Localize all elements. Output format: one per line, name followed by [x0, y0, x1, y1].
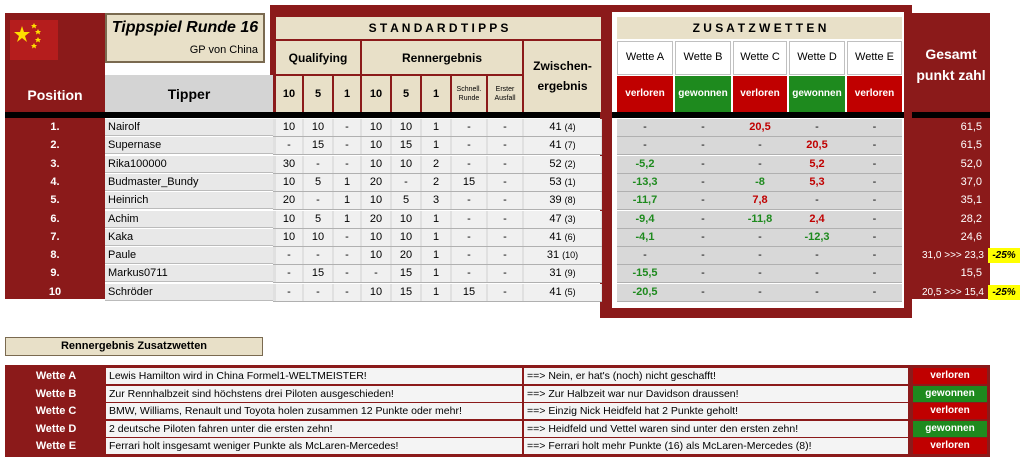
wette-a-value: - — [643, 249, 647, 261]
cell-r5: 10 — [392, 229, 420, 246]
total-cell: 20,5 >>> 15,4 — [921, 286, 984, 298]
tipper-name: Budmaster_Bundy — [105, 174, 273, 191]
wette-b-value: - — [701, 176, 705, 188]
wette-result-badge: gewonnen — [675, 76, 731, 112]
cell-r10: 20 — [362, 174, 390, 191]
wette-c-value: 7,8 — [752, 194, 768, 206]
cell-ea: - — [488, 284, 522, 301]
cell-ea: - — [488, 137, 522, 154]
wette-result-badge: verloren — [847, 76, 902, 112]
cell-ea: - — [488, 211, 522, 228]
zwischen-value: 41 — [549, 231, 562, 243]
cell-r5: 15 — [392, 265, 420, 282]
zusatzwetten-title: Z U S A T Z W E T T E N — [617, 17, 902, 39]
zwischen-rank: (7) — [564, 140, 576, 150]
tipper-name: Supernase — [105, 137, 273, 154]
qualifying-header: Qualifying — [276, 41, 360, 74]
cell-r5: 10 — [392, 211, 420, 228]
wette-a-value: -4,1 — [635, 231, 655, 243]
cell-r10: 20 — [362, 211, 390, 228]
cell-r10: 10 — [362, 284, 390, 301]
position-cell: 7. — [50, 231, 60, 243]
cell-sr: - — [452, 192, 486, 209]
cell-sr: - — [452, 137, 486, 154]
cell-r1: 1 — [422, 211, 450, 228]
zwischen-cell — [524, 211, 601, 228]
wette-c-value: - — [758, 231, 762, 243]
col-q5: 5 — [304, 76, 332, 112]
wette-a-value: -11,7 — [632, 194, 658, 206]
cell-q1: - — [334, 137, 360, 154]
cell-r1: 1 — [422, 119, 450, 136]
zwischen-rank: (2) — [564, 159, 576, 169]
zwischen-cell — [524, 284, 601, 301]
wette-c-value: - — [758, 286, 762, 298]
total-cell: 15,5 — [960, 267, 982, 279]
zwischen-rank: (5) — [564, 287, 576, 297]
tipper-name: Markus0711 — [105, 265, 273, 282]
bottom-wette-label: Wette A — [35, 369, 77, 382]
col-q10: 10 — [276, 76, 302, 112]
cell-sr: - — [452, 265, 486, 282]
wette-a-value: -5,2 — [635, 158, 655, 170]
bottom-answer: ==> Einzig Nick Heidfeld hat 2 Punkte geholt! — [524, 403, 908, 419]
wette-b-value: - — [701, 249, 705, 261]
cell-r1: 1 — [422, 247, 450, 264]
cell-r5: 20 — [392, 247, 420, 264]
total-cell: 37,0 — [960, 176, 982, 188]
page-subtitle: GP von China — [189, 43, 258, 56]
wette-header-c: Wette C — [733, 41, 787, 75]
cell-sr: - — [452, 211, 486, 228]
zwischen-value: 41 — [549, 139, 562, 151]
tipper-name: Paule — [105, 247, 273, 264]
wette-header-e: Wette E — [847, 41, 902, 75]
cell-r1: 2 — [422, 156, 450, 173]
wette-result-badge: verloren — [617, 76, 673, 112]
cell-q5: - — [304, 247, 332, 264]
cell-ea: - — [488, 156, 522, 173]
wette-e-value: - — [872, 286, 877, 298]
wette-b-value: - — [701, 231, 705, 243]
wette-b-value: - — [701, 139, 705, 151]
tipper-name: Kaka — [105, 229, 273, 246]
wette-result-badge: gewonnen — [789, 76, 845, 112]
zwischen-value: 41 — [549, 286, 562, 298]
bottom-wette-label: Wette E — [35, 439, 77, 452]
wette-header-d: Wette D — [789, 41, 845, 75]
cell-r10: - — [362, 265, 390, 282]
col-erster: Erster Ausfall — [488, 76, 522, 112]
cell-r10: 10 — [362, 229, 390, 246]
zwischen-cell — [524, 156, 601, 173]
total-cell: 31,0 >>> 23,3 — [921, 249, 984, 261]
col-schnell: Schnell. Runde — [452, 76, 486, 112]
zwischen-rank: (9) — [564, 268, 576, 278]
cell-q1: - — [334, 265, 360, 282]
col-r5: 5 — [392, 76, 420, 112]
wette-e-value: - — [872, 121, 877, 133]
col-r1: 1 — [422, 76, 450, 112]
wette-header-a: Wette A — [617, 41, 673, 75]
wette-e-value: - — [872, 158, 877, 170]
cell-r5: 15 — [392, 137, 420, 154]
cell-q1: 1 — [334, 174, 360, 191]
cell-ea: - — [488, 247, 522, 264]
wette-e-value: - — [872, 139, 877, 151]
cell-q1: - — [334, 229, 360, 246]
bottom-wette-label: Wette C — [35, 404, 77, 417]
bottom-title: Rennergebnis Zusatzwetten — [5, 337, 263, 356]
cell-q10: - — [276, 265, 302, 282]
cell-q10: 10 — [276, 229, 302, 246]
wette-c-value: 20,5 — [749, 121, 771, 133]
penalty-badge: -25% — [988, 248, 1020, 263]
tipper-name: Achim — [105, 211, 273, 228]
china-flag-icon — [10, 20, 58, 60]
zwischen-cell — [524, 174, 601, 191]
cell-ea: - — [488, 265, 522, 282]
cell-r1: 1 — [422, 137, 450, 154]
position-cell: 4. — [50, 176, 60, 188]
wette-a-value: -15,5 — [632, 267, 658, 279]
zwischen-value: 53 — [549, 176, 562, 188]
cell-q10: - — [276, 137, 302, 154]
wette-e-value: - — [872, 176, 877, 188]
cell-q10: 10 — [276, 174, 302, 191]
total-cell: 24,6 — [960, 231, 982, 243]
position-cell: 1. — [50, 121, 60, 133]
cell-r5: 5 — [392, 192, 420, 209]
cell-q10: 10 — [276, 211, 302, 228]
cell-q1: - — [334, 119, 360, 136]
bottom-result-badge: verloren — [913, 438, 987, 454]
cell-r5: 10 — [392, 119, 420, 136]
cell-q5: - — [304, 156, 332, 173]
position-cell: 8. — [50, 249, 60, 261]
total-cell: 35,1 — [960, 194, 982, 206]
bottom-answer: ==> Zur Halbzeit war nur Davidson draussen! — [524, 386, 908, 402]
cell-r5: 15 — [392, 284, 420, 301]
wette-e-value: - — [872, 249, 877, 261]
bottom-wette-label: Wette B — [35, 387, 77, 400]
zwischen-cell — [524, 119, 601, 136]
zwischen-rank: (10) — [562, 250, 579, 260]
wette-a-value: -9,4 — [635, 213, 655, 225]
cell-r5: 10 — [392, 156, 420, 173]
bottom-result-badge: verloren — [913, 368, 987, 384]
wette-c-value: -8 — [755, 176, 765, 188]
wette-d-value: 5,2 — [809, 158, 825, 170]
wette-c-value: -11,8 — [747, 213, 773, 225]
cell-sr: 15 — [452, 174, 486, 191]
wette-c-value: - — [758, 249, 762, 261]
cell-r1: 1 — [422, 284, 450, 301]
total-cell: 52,0 — [960, 158, 982, 170]
total-cell: 61,5 — [960, 121, 982, 133]
cell-sr: - — [452, 247, 486, 264]
position-cell: 5. — [50, 194, 60, 206]
cell-r1: 1 — [422, 229, 450, 246]
position-cell: 2. — [50, 139, 60, 151]
wette-b-value: - — [701, 121, 705, 133]
bottom-wette-label: Wette D — [35, 422, 77, 435]
gesamt-header: Gesamt punkt zahl — [916, 46, 986, 83]
bottom-answer: ==> Nein, er hat's (noch) nicht geschafft! — [524, 368, 908, 384]
cell-r10: 10 — [362, 156, 390, 173]
wette-d-value: 5,3 — [809, 176, 825, 188]
wette-e-value: - — [872, 213, 877, 225]
cell-ea: - — [488, 174, 522, 191]
tipper-name: Rika100000 — [105, 156, 273, 173]
wette-a-value: - — [643, 121, 647, 133]
bottom-answer: ==> Heidfeld und Vettel waren sind unter den ersten zehn! — [524, 421, 908, 437]
wette-d-value: 20,5 — [806, 139, 828, 151]
cell-ea: - — [488, 119, 522, 136]
cell-q1: - — [334, 156, 360, 173]
total-cell: 28,2 — [960, 213, 982, 225]
bottom-question: Ferrari holt insgesamt weniger Punkte als McLaren-Mercedes! — [106, 438, 522, 454]
cell-q10: 20 — [276, 192, 302, 209]
col-q1: 1 — [334, 76, 360, 112]
bottom-question: Lewis Hamilton wird in China Formel1-WELTMEISTER! — [106, 368, 522, 384]
zwischen-rank: (8) — [564, 195, 576, 205]
penalty-badge: -25% — [988, 285, 1020, 300]
cell-r10: 10 — [362, 247, 390, 264]
cell-r1: 2 — [422, 174, 450, 191]
cell-sr: - — [452, 119, 486, 136]
wette-b-value: - — [701, 158, 705, 170]
page-title: Tippspiel Runde 16 — [111, 19, 259, 36]
cell-sr: - — [452, 156, 486, 173]
cell-sr: - — [452, 229, 486, 246]
wette-d-value: - — [815, 194, 819, 206]
cell-r5: - — [392, 174, 420, 191]
cell-r10: 10 — [362, 192, 390, 209]
cell-q5: 15 — [304, 137, 332, 154]
bottom-question: 2 deutsche Piloten fahren unter die ersten zehn! — [106, 421, 522, 437]
wette-c-value: - — [758, 158, 762, 170]
wette-result-badge: verloren — [733, 76, 787, 112]
cell-r1: 1 — [422, 265, 450, 282]
zwischen-rank: (4) — [564, 122, 576, 132]
wette-header-b: Wette B — [675, 41, 731, 75]
wette-b-value: - — [701, 286, 705, 298]
wette-c-value: - — [758, 267, 762, 279]
cell-q5: 10 — [304, 119, 332, 136]
wette-d-value: -12,3 — [804, 231, 830, 243]
zwischen-value: 31 — [546, 249, 560, 261]
cell-ea: - — [488, 192, 522, 209]
cell-sr: 15 — [452, 284, 486, 301]
position-cell: 6. — [50, 213, 60, 225]
wette-e-value: - — [872, 194, 877, 206]
zwischen-value: 31 — [549, 267, 562, 279]
bottom-question: BMW, Williams, Renault und Toyota holen zusammen 12 Punkte oder mehr! — [106, 403, 522, 419]
zwischen-rank: (3) — [564, 214, 576, 224]
zwischen-cell — [524, 229, 601, 246]
wette-d-value: - — [815, 249, 819, 261]
cell-q10: - — [276, 247, 302, 264]
position-cell: 9. — [50, 267, 60, 279]
zwischen-value: 41 — [549, 121, 562, 133]
total-cell: 61,5 — [960, 139, 982, 151]
bottom-result-badge: gewonnen — [913, 386, 987, 402]
position-header: Position — [27, 87, 83, 103]
cell-r10: 10 — [362, 137, 390, 154]
wette-b-value: - — [701, 267, 705, 279]
header-separator — [5, 112, 990, 118]
wette-e-value: - — [872, 267, 877, 279]
cell-r10: 10 — [362, 119, 390, 136]
wette-a-value: - — [643, 139, 647, 151]
tipper-name: Nairolf — [105, 119, 273, 136]
zwischen-cell — [524, 247, 601, 264]
cell-q10: - — [276, 284, 302, 301]
tipper-name: Schröder — [105, 284, 273, 301]
wette-e-value: - — [872, 231, 877, 243]
zwischen-value: 52 — [549, 158, 562, 170]
bottom-question: Zur Rennhalbzeit sind höchstens drei Piloten ausgeschieden! — [106, 386, 522, 402]
bottom-result-badge: gewonnen — [913, 421, 987, 437]
bottom-result-badge: verloren — [913, 403, 987, 419]
wette-d-value: - — [815, 286, 819, 298]
cell-q5: 5 — [304, 211, 332, 228]
col-r10: 10 — [362, 76, 390, 112]
zwischenergebnis-header: Zwischen-ergebnis — [524, 41, 601, 112]
tipper-name: Heinrich — [105, 192, 273, 209]
cell-q5: - — [304, 192, 332, 209]
cell-q5: - — [304, 284, 332, 301]
zwischen-cell — [524, 137, 601, 154]
cell-q5: 5 — [304, 174, 332, 191]
cell-r1: 3 — [422, 192, 450, 209]
bottom-answer: ==> Ferrari holt mehr Punkte (16) als McLaren-Mercedes (8)! — [524, 438, 908, 454]
wette-b-value: - — [701, 213, 705, 225]
zwischen-cell — [524, 265, 601, 282]
zusatz-separator-gap-right — [904, 112, 912, 118]
wette-a-value: -13,3 — [632, 176, 658, 188]
wette-d-value: - — [815, 121, 819, 133]
rennergebnis-header: Rennergebnis — [362, 41, 522, 74]
cell-q1: 1 — [334, 192, 360, 209]
cell-q10: 10 — [276, 119, 302, 136]
cell-ea: - — [488, 229, 522, 246]
position-cell: 10 — [48, 286, 62, 298]
wette-d-value: 2,4 — [809, 213, 825, 225]
position-cell: 3. — [50, 158, 60, 170]
cell-q5: 10 — [304, 229, 332, 246]
zwischen-rank: (1) — [564, 177, 576, 187]
wette-b-value: - — [701, 194, 705, 206]
cell-q1: - — [334, 247, 360, 264]
cell-q5: 15 — [304, 265, 332, 282]
tipper-header: Tipper — [105, 75, 273, 112]
cell-q10: 30 — [276, 156, 302, 173]
wette-d-value: - — [815, 267, 819, 279]
zwischen-cell — [524, 192, 601, 209]
zwischen-value: 39 — [549, 194, 562, 206]
cell-q1: 1 — [334, 211, 360, 228]
zusatz-separator-gap — [600, 112, 612, 118]
wette-c-value: - — [758, 139, 762, 151]
wette-a-value: -20,5 — [632, 286, 658, 298]
standardtipps-title: S T A N D A R D T I P P S — [276, 17, 601, 39]
zwischen-value: 47 — [549, 213, 562, 225]
zwischen-rank: (6) — [564, 232, 576, 242]
cell-q1: - — [334, 284, 360, 301]
